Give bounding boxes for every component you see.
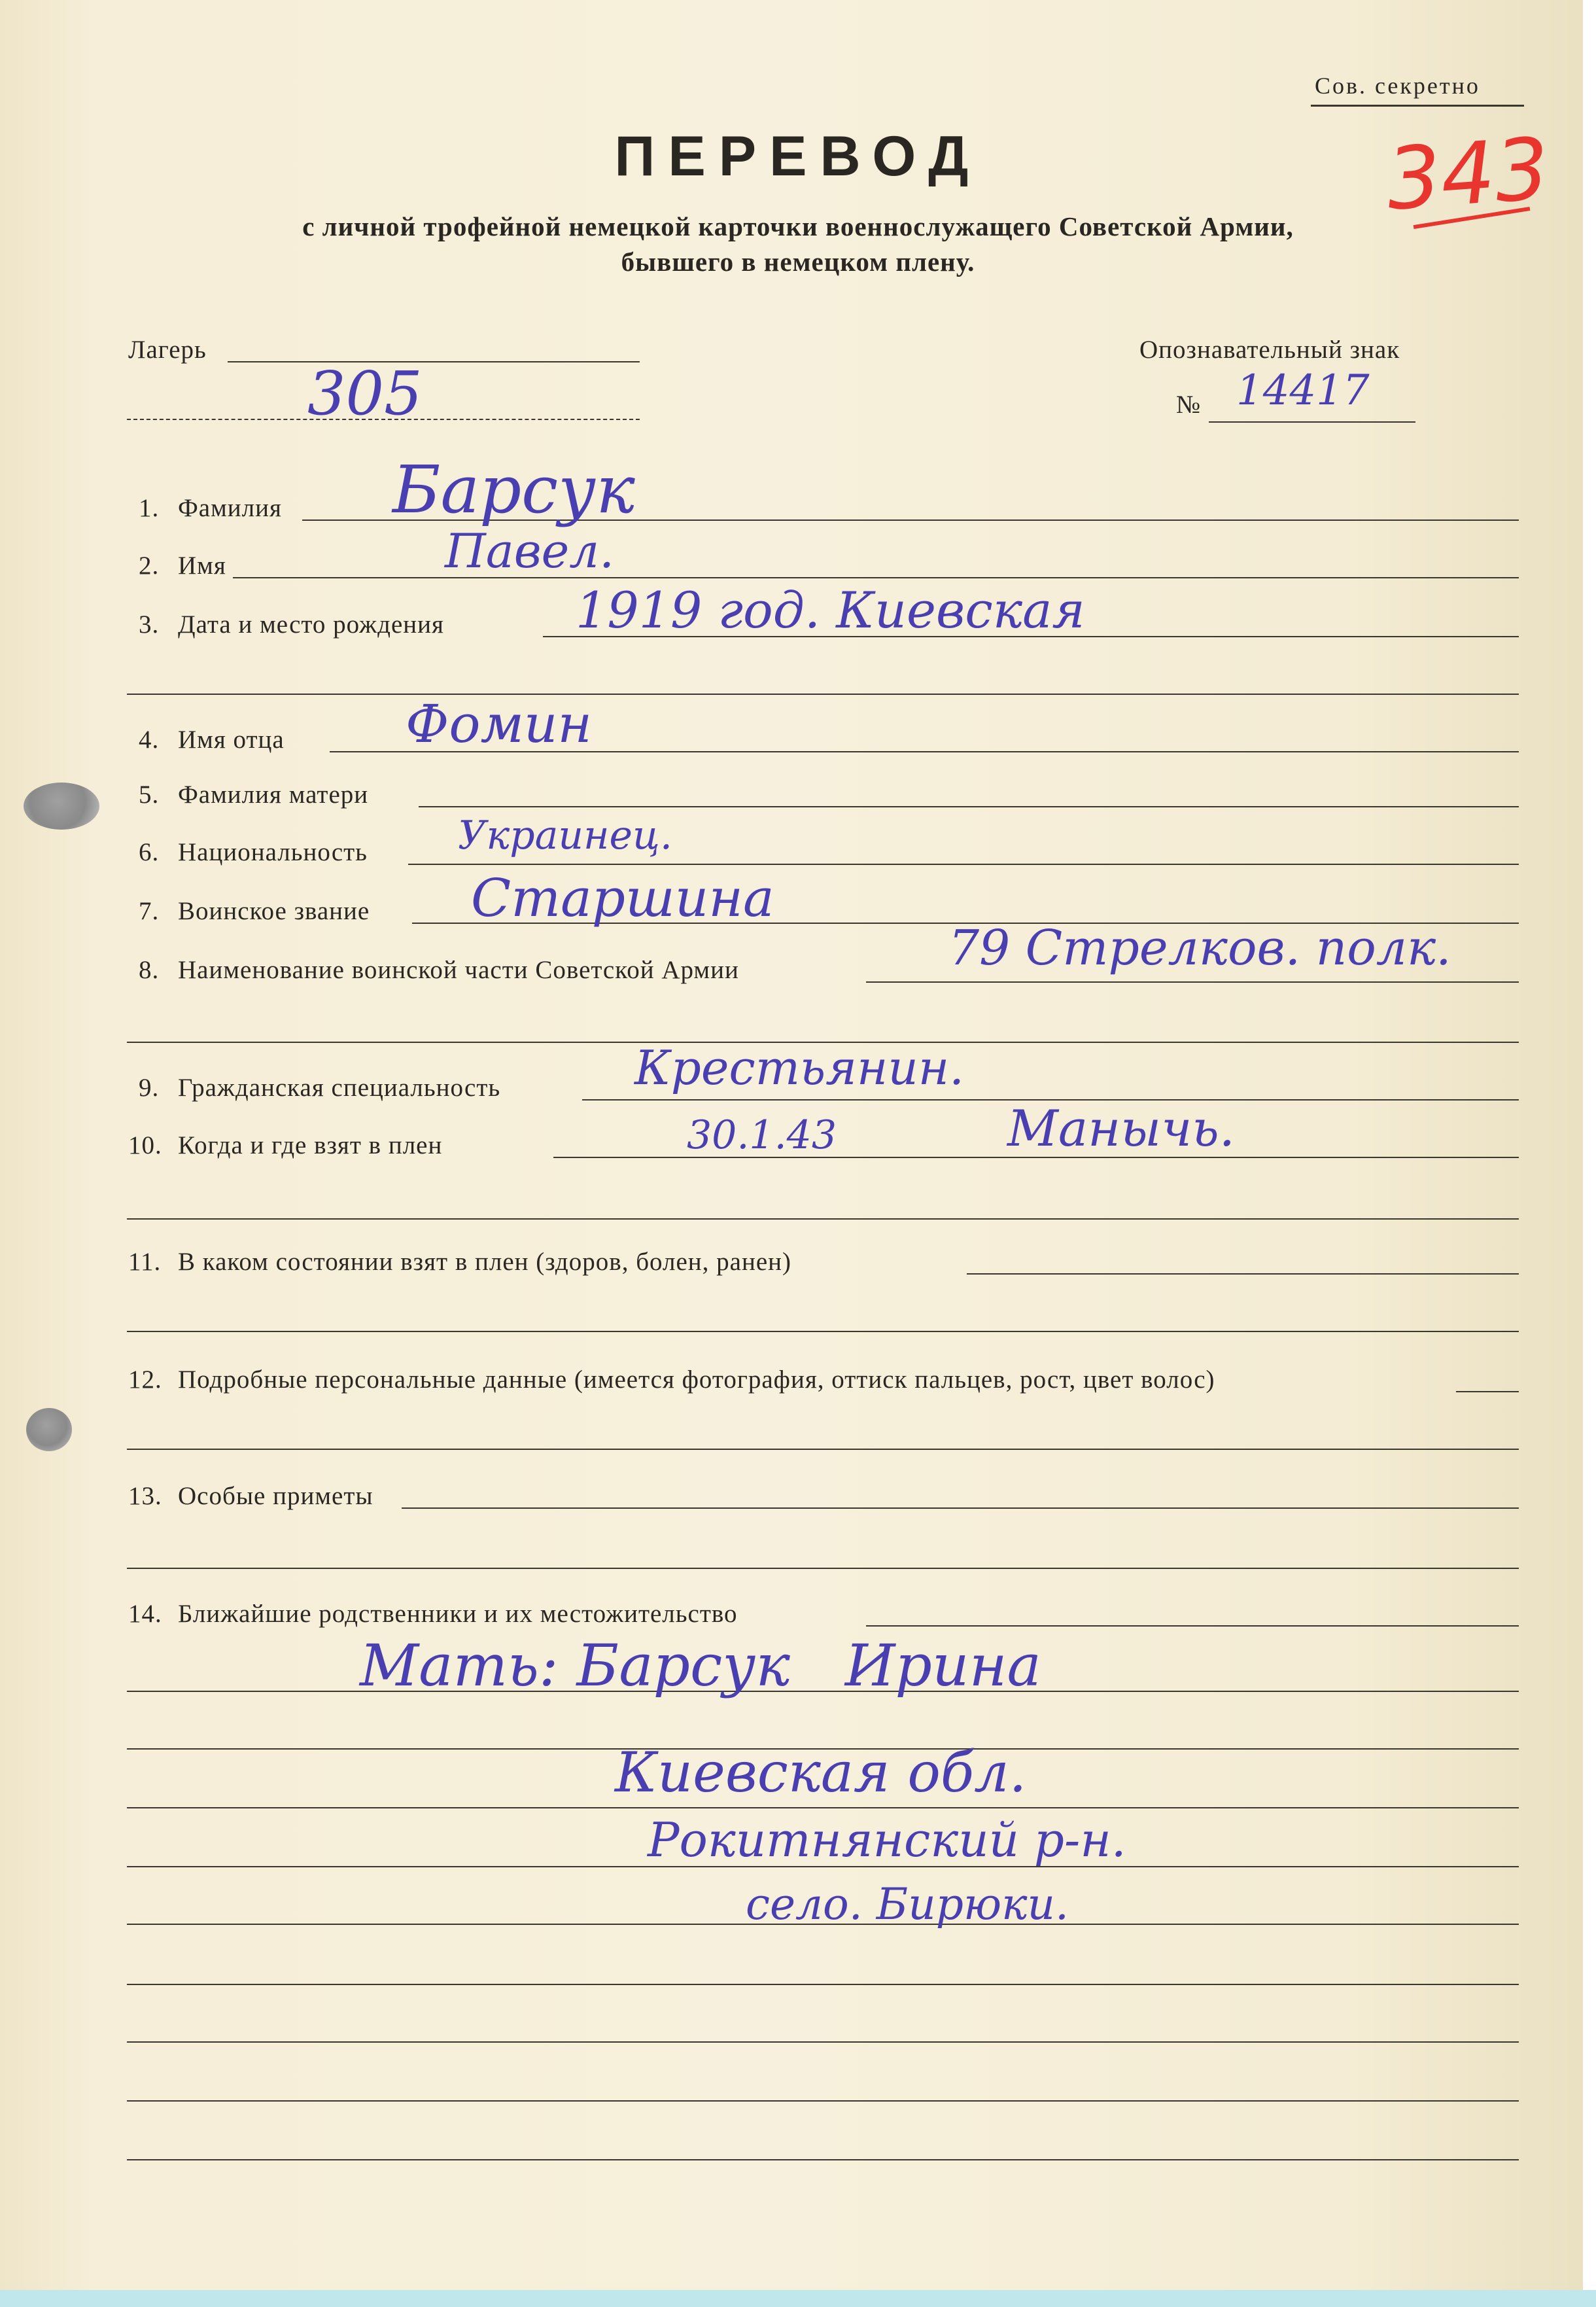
punch-hole-bottom — [26, 1408, 72, 1451]
relatives-line-6 — [127, 1984, 1519, 1985]
field-11-line — [967, 1273, 1519, 1275]
field-6-label: Национальность — [178, 838, 368, 866]
camp-line-2 — [127, 419, 640, 420]
rank-value: Старшина — [471, 868, 774, 928]
relatives-line-8 — [127, 2100, 1519, 2102]
field-12-number: 12. — [128, 1365, 162, 1394]
field-7-label: Воинское звание — [178, 897, 370, 925]
field-6-line — [408, 864, 1519, 865]
classification-underline — [1311, 105, 1524, 107]
field-13-line-2 — [127, 1568, 1519, 1569]
field-5-number: 5. — [139, 781, 160, 809]
field-12-line-2 — [127, 1449, 1519, 1450]
field-7-number: 7. — [139, 897, 160, 925]
field-10-number: 10. — [128, 1131, 162, 1159]
field-9-label: Гражданская специальность — [178, 1074, 501, 1102]
field-2-label: Имя — [178, 552, 226, 580]
field-13-number: 13. — [128, 1482, 162, 1510]
camp-value: 305 — [307, 359, 423, 429]
subtitle-line-1: с личной трофейной немецкой карточки военнослужащего Советской Армии, — [302, 211, 1294, 241]
field-11-line-2 — [127, 1331, 1519, 1332]
punch-hole-top — [24, 783, 99, 830]
id-mark-number-label: № — [1176, 391, 1202, 419]
scan-edge-strip — [0, 2290, 1596, 2307]
relatives-line-9 — [127, 2159, 1519, 2160]
field-12-label: Подробные персональные данные (имеется фотография, оттиск пальцев, рост, цвет волос) — [178, 1365, 1215, 1394]
field-10-line-2 — [127, 1218, 1519, 1220]
capture-place-value: Манычь. — [1007, 1099, 1235, 1157]
red-handwritten-number: 343 — [1383, 118, 1553, 230]
camp-label: Лагерь — [128, 336, 207, 364]
field-10-label: Когда и где взят в плен — [178, 1131, 443, 1159]
field-3-number: 3. — [139, 610, 160, 639]
classification-stamp: Сов. секретно — [1315, 73, 1480, 99]
unit-value: 79 Стрелков. полк. — [948, 920, 1451, 976]
father-name-value: Фомин — [406, 694, 593, 754]
surname-value: Барсук — [392, 451, 635, 528]
field-11-label: В каком состоянии взят в плен (здоров, болен, ранен) — [178, 1248, 792, 1276]
field-11-number: 11. — [128, 1248, 162, 1276]
field-4-number: 4. — [139, 726, 160, 754]
relatives-mother-value: Мать: Барсук Ирина — [360, 1632, 1041, 1699]
id-mark-label: Опознавательный знак — [1139, 336, 1400, 364]
field-1-number: 1. — [139, 494, 160, 522]
camp-line-1 — [228, 361, 640, 362]
field-8-label: Наименование воинской части Советской Армии — [178, 956, 739, 984]
relatives-region-value: Киевская обл. — [615, 1740, 1027, 1805]
field-3-label: Дата и место рождения — [178, 610, 444, 639]
first-name-value: Павел. — [445, 523, 614, 578]
field-5-label: Фамилия матери — [178, 781, 369, 809]
field-9-number: 9. — [139, 1074, 160, 1102]
id-mark-value: 14417 — [1236, 366, 1370, 415]
specialty-value: Крестьянин. — [634, 1040, 964, 1095]
field-2-number: 2. — [139, 552, 160, 580]
field-8-line — [866, 981, 1519, 983]
field-1-label: Фамилия — [178, 494, 282, 522]
field-6-number: 6. — [139, 838, 160, 866]
field-13-line — [402, 1507, 1519, 1509]
field-13-label: Особые приметы — [178, 1482, 373, 1510]
field-4-label: Имя отца — [178, 726, 285, 754]
nationality-value: Украинец. — [458, 813, 672, 858]
field-12-line — [1456, 1391, 1519, 1392]
capture-date-value: 30.1.43 — [687, 1112, 837, 1158]
field-5-line — [419, 806, 1519, 807]
relatives-line-3 — [127, 1807, 1519, 1808]
field-8-number: 8. — [139, 956, 160, 984]
field-3-line-2 — [127, 694, 1519, 695]
relatives-district-value: Рокитнянский р-н. — [648, 1812, 1126, 1867]
field-14-number: 14. — [128, 1600, 162, 1628]
field-14-label: Ближайшие родственники и их местожительство — [178, 1600, 738, 1628]
birth-value: 1919 год. Киевская — [576, 581, 1085, 639]
relatives-village-value: село. Бирюки. — [746, 1879, 1069, 1929]
subtitle-line-2: бывшего в немецком плену. — [621, 247, 975, 277]
relatives-line-7 — [127, 2041, 1519, 2043]
id-mark-line — [1209, 421, 1415, 423]
field-2-line — [233, 577, 1519, 578]
page-title: ПЕРЕВОД — [614, 125, 982, 188]
field-14-line — [866, 1625, 1519, 1627]
